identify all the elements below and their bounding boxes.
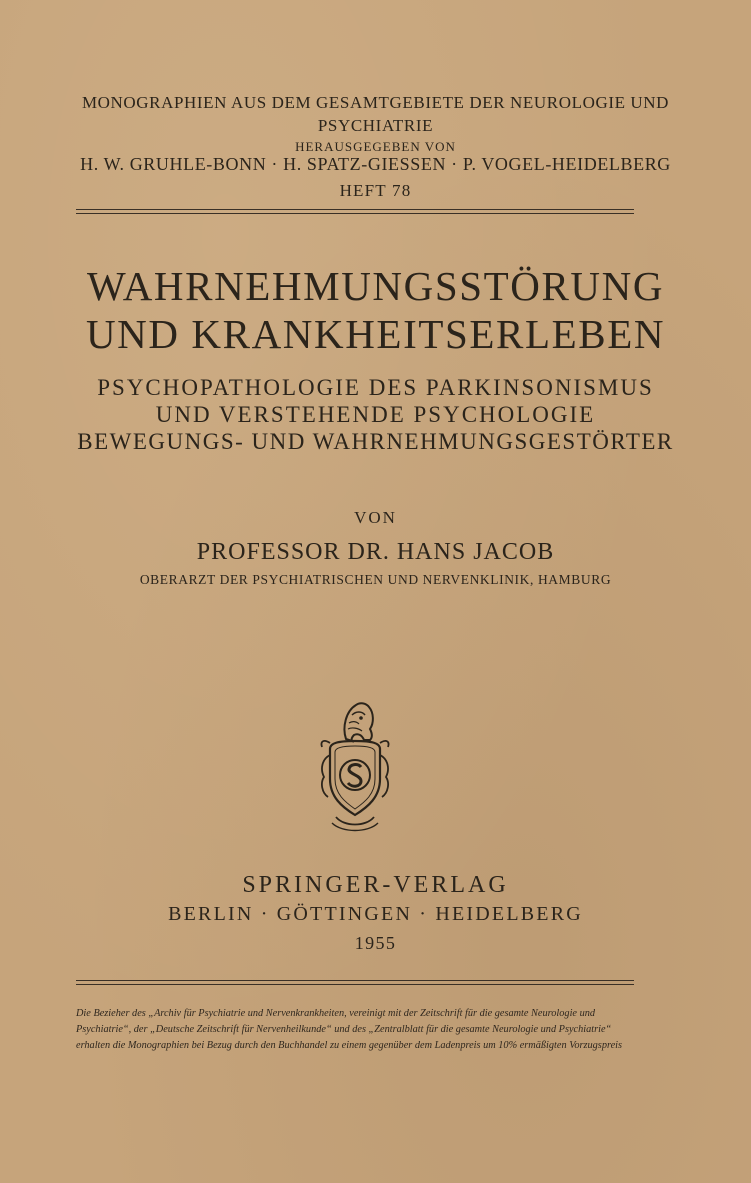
subtitle-line1: PSYCHOPATHOLOGIE DES PARKINSONISMUS [97,375,654,400]
notice-line1: Die Bezieher des „Archiv für Psychiatrie und Nervenkrankheiten, vereinigt mit der Zeitschrift für die gesamte Neurologie und [76,1008,596,1019]
editors-label: HERAUSGEGEBEN VON [295,139,456,154]
notice-line3: erhalten die Monographien bei Bezug durch den Buchhandel zu einem gegenüber dem Ladenpreis um 10% ermäßigten Vorzugspreis [76,1040,623,1051]
publisher-name: SPRINGER-VERLAG [242,872,509,898]
issue-number: HEFT 78 [339,181,412,200]
series-title-line2: PSYCHIATRIE [317,116,434,135]
bottom-rule-upper [76,980,634,981]
series-title-line1: MONOGRAPHIEN AUS DEM GESAMTGEBIETE DER NEUROLOGIE UND [81,93,670,112]
author-name: PROFESSOR DR. HANS JACOB [196,539,555,565]
editors: H. W. GRUHLE-BONN · H. SPATZ-GIESSEN · P. VOGEL-HEIDELBERG [80,154,671,174]
notice-line2: Psychiatrie“, der „Deutsche Zeitschrift für Nervenheilkunde“ und des „Zentralblatt für die gesamte Neurologie und Psychiatrie“ [76,1024,612,1035]
bottom-rule-lower [76,984,634,985]
subtitle-line3: BEWEGUNGS- UND WAHRNEHMUNGSGESTÖRTER [77,429,674,454]
publisher-cities: BERLIN · GÖTTINGEN · HEIDELBERG [168,903,583,925]
top-rule-upper [76,209,634,210]
subscriber-notice [76,1006,646,1054]
springer-knight-emblem-icon [316,697,394,837]
subtitle-line2: UND VERSTEHENDE PSYCHOLOGIE [155,402,596,427]
book-title-line2: UND KRANKHEITSERLEBEN [85,311,666,357]
publication-year: 1955 [354,933,397,953]
top-rule-lower [76,213,634,214]
byline-von: VON [354,508,397,527]
book-title-line1: WAHRNEHMUNGSSTÖRUNG [86,263,665,309]
author-position: OBERARZT DER PSYCHIATRISCHEN UND NERVENKLINIK, HAMBURG [139,572,612,587]
